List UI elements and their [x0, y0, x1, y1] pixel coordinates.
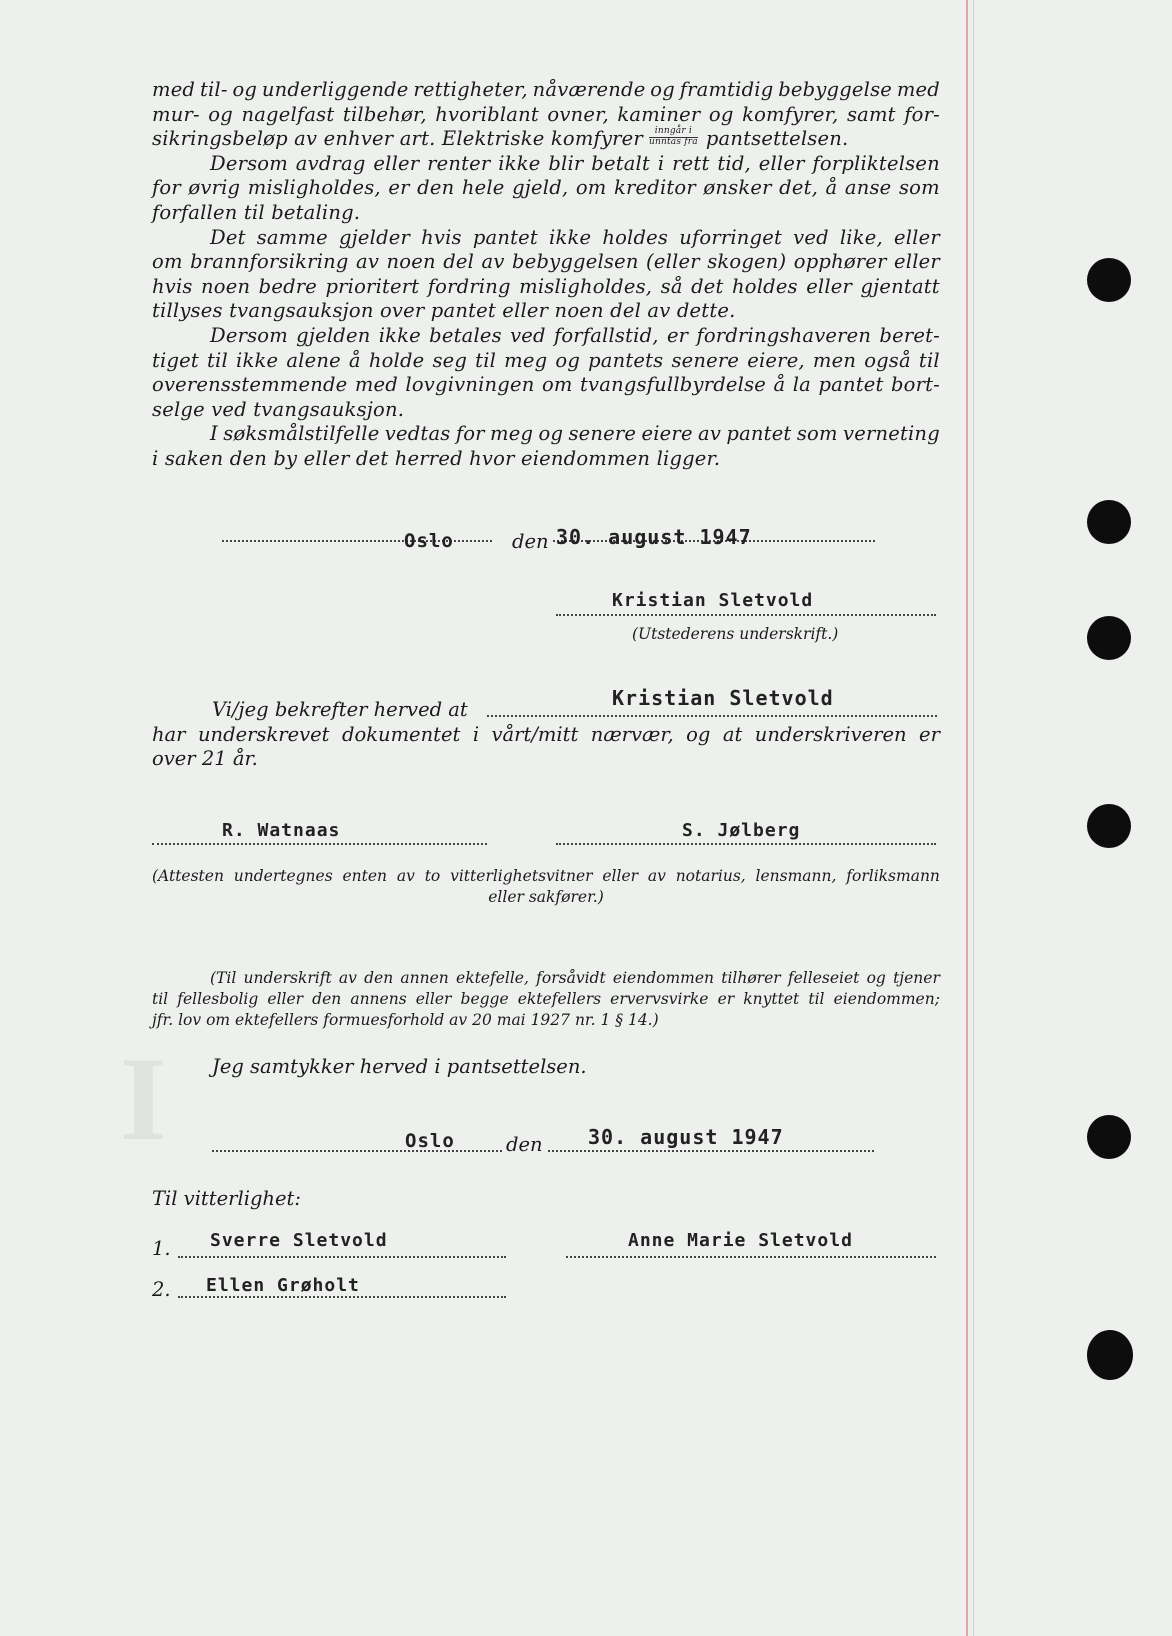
issuer-signature: Kristian Sletvold [612, 590, 814, 611]
text-line: eller sakfører.) [488, 888, 604, 906]
punch-hole [1087, 1115, 1131, 1159]
issuer-caption: (Utstederens underskrift.) [632, 625, 839, 643]
signing-place-2: Oslo [405, 1130, 455, 1152]
confirm-line-2 [152, 723, 940, 746]
text-line: mur- og nagelfast tilbehør, hvoriblant ovner, kaminer og komfyrer, samt for- [152, 102, 940, 126]
den-label-2: den [506, 1133, 543, 1156]
witness-2-line-1 [178, 1256, 506, 1258]
text-line: til fellesbolig eller den annens eller begge ektefellers ervervsvirke er knyttet til eiendommen; [152, 990, 940, 1008]
text-line: hvis noen bedre prioritert fordring misligholdes, så det holdes eller gjentatt [152, 274, 940, 298]
text-line [152, 127, 940, 152]
date-dotted-line-2 [548, 1150, 874, 1152]
spouse-note [152, 968, 940, 1031]
signing-date-2: 30. august 1947 [588, 1125, 784, 1149]
confirm-name-line [487, 715, 937, 717]
witness-signature-1: Sverre Sletvold [210, 1230, 388, 1251]
text-segment: sikringsbeløp av enhver art. Elektriske komfyrer [152, 127, 643, 151]
punch-hole [1087, 616, 1131, 660]
signing-date: 30. august 1947 [556, 525, 752, 549]
witness-signature-2: Ellen Grøholt [206, 1275, 360, 1296]
margin-line [966, 0, 968, 1636]
stove-inclusion-fraction [649, 127, 698, 152]
punch-hole [1087, 1330, 1133, 1380]
confirm-name: Kristian Sletvold [612, 686, 834, 710]
text-line: forfallen til betaling. [152, 200, 361, 224]
fraction-top: inngår i [649, 127, 698, 138]
margin-line-secondary [973, 0, 974, 1636]
text-line: (Attesten undertegnes enten av to vitterlighetsvitner eller av notarius, lensmann, forliksmann [152, 867, 940, 885]
punch-hole [1087, 258, 1131, 302]
text-line: tillyses tvangsauksjon over pantet eller noen del av dette. [152, 299, 736, 323]
spouse-signature-line [566, 1256, 936, 1258]
text-segment: pantsettelsen. [705, 127, 849, 151]
witness-left: R. Watnaas [222, 820, 341, 841]
text-line: (Til underskrift av den annen ektefelle, forsåvidt eiendommen tilhører felleseiet og tjener [210, 969, 940, 987]
witness-number: 1. [152, 1237, 171, 1260]
text-line: Dersom avdrag eller renter ikke blir betalt i rett tid, eller forpliktelsen [210, 151, 940, 175]
mortgage-terms-text [152, 78, 940, 472]
punch-hole [1087, 804, 1131, 848]
punch-hole [1087, 500, 1131, 544]
consent-statement: Jeg samtykker herved i pantsettelsen. [212, 1055, 587, 1078]
text-line: I søksmålstilfelle vedtas for meg og senere eiere av pantet som verneting [210, 422, 940, 446]
text-line: tiget til ikke alene å holde seg til meg og pantets senere eiere, men også til [152, 348, 940, 372]
bleed-through-watermark: Ι [120, 1032, 177, 1165]
witness-2-line-2 [178, 1296, 506, 1298]
signing-place: Oslo [404, 530, 454, 552]
attest-note [152, 866, 940, 908]
text-line: for øvrig misligholdes, er den hele gjeld, om kreditor ønsker det, å anse som [152, 176, 940, 200]
witness-number: 2. [152, 1278, 171, 1301]
witness-line-left [152, 843, 487, 845]
text-line: jfr. lov om ektefellers formuesforhold av 20 mai 1927 nr. 1 § 14.) [152, 1011, 659, 1029]
den-label: den [512, 530, 549, 553]
text-line: Det samme gjelder hvis pantet ikke holdes uforringet ved like, eller [210, 225, 940, 249]
text-line: om brannforsikring av noen del av bebyggelsen (eller skogen) opphører eller [152, 250, 940, 274]
confirm-prefix: Vi/jeg bekrefter herved at [212, 698, 468, 721]
spouse-signature: Anne Marie Sletvold [628, 1230, 853, 1251]
text-line: Dersom gjelden ikke betales ved forfallstid, er fordringshaveren beret- [210, 323, 940, 347]
fraction-bottom: unntas fra [648, 137, 698, 148]
witness-label: Til vitterlighet: [152, 1187, 301, 1210]
text-line: med til- og underliggende rettigheter, nåværende og framtidig bebyggelse med [152, 78, 940, 101]
text-line: i saken den by eller det herred hvor eiendommen ligger. [152, 446, 721, 470]
text-line: overensstemmende med lovgivningen om tvangsfullbyrdelse å la pantet bort- [152, 373, 940, 397]
issuer-signature-line [556, 614, 936, 616]
witness-line-right [556, 843, 936, 845]
witness-right: S. Jølberg [682, 820, 801, 841]
confirm-line-3: over 21 år. [152, 747, 258, 770]
text-line: har underskrevet dokumentet i vårt/mitt nærvær, og at underskriveren er [152, 723, 940, 746]
place-dotted-line-2 [212, 1150, 502, 1152]
text-line: selge ved tvangsauksjon. [152, 397, 405, 421]
